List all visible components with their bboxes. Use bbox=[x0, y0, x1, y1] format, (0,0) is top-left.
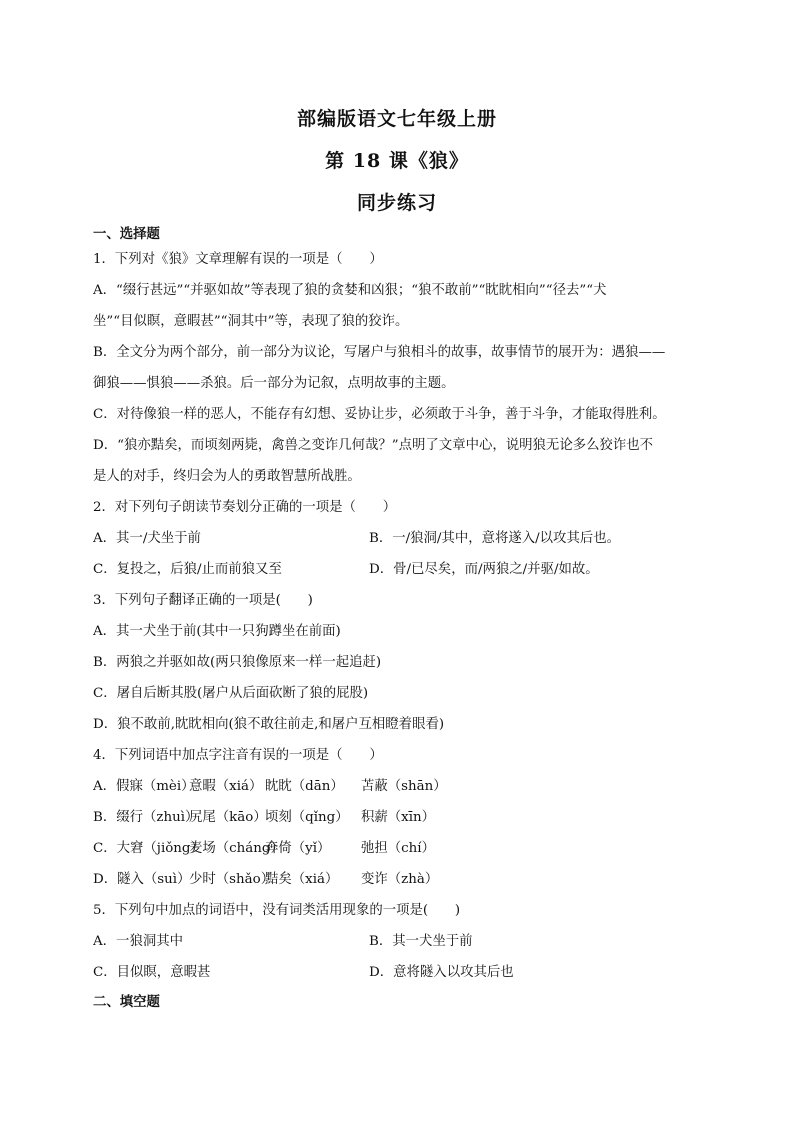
pinyin-item: 黠矣（xiá） bbox=[265, 872, 339, 887]
document-body bbox=[93, 224, 703, 1012]
pinyin-item: B．缀行（zhuì） bbox=[93, 810, 199, 825]
question-4-option-d bbox=[93, 864, 703, 895]
pinyin-item: 尻尾（kāo） bbox=[189, 810, 267, 825]
question-5-options-row-1 bbox=[93, 926, 703, 957]
question-2-option-d: D．骨/已尽矣，而/两狼之/并驱/如故。 bbox=[369, 562, 599, 577]
question-1-option-c: C．对待像狼一样的恶人，不能存有幻想、妥协让步，必须敢于斗争，善于斗争，才能取得胜利。 bbox=[93, 407, 666, 422]
pinyin-item: 奔倚（yǐ） bbox=[265, 841, 331, 856]
question-2-stem: 2．对下列句子朗读节奏划分正确的一项是（ ） bbox=[93, 500, 397, 515]
question-1-stem: 1．下列对《狼》文章理解有误的一项是（ ） bbox=[93, 252, 383, 267]
question-1-option-d-cont: 是人的对手，终归会为人的勇敢智慧所战胜。 bbox=[93, 469, 361, 484]
pinyin-item: 眈眈（dān） bbox=[265, 779, 344, 794]
section-heading-choice: 一、选择题 bbox=[93, 226, 160, 242]
question-1-option-b-cont: 御狼——惧狼——杀狼。后一部分为记叙，点明故事的主题。 bbox=[93, 376, 455, 391]
pinyin-item: D．隧入（suì） bbox=[93, 872, 191, 887]
question-4-stem: 4．下列词语中加点字注音有误的一项是（ ） bbox=[93, 748, 383, 763]
pinyin-item: 苫蔽（shān） bbox=[361, 779, 447, 794]
pinyin-item: A．假寐（mèi） bbox=[93, 779, 195, 794]
lesson-title: 第 18 课《狼》 bbox=[325, 150, 469, 172]
question-4-option-a bbox=[93, 771, 703, 802]
question-5-option-a: A．一狼洞其中 bbox=[93, 934, 184, 949]
pinyin-item: 意暇（xiá） bbox=[189, 779, 263, 794]
exercise-title: 同步练习 bbox=[356, 192, 437, 214]
question-2-options-row-2 bbox=[93, 554, 703, 585]
question-3-stem: 3．下列句子翻译正确的一项是( ) bbox=[93, 593, 313, 608]
question-1-option-a-cont: 坐”“目似瞑，意暇甚”“洞其中”等，表现了狼的狡诈。 bbox=[93, 314, 409, 329]
document-title: 部编版语文七年级上册 bbox=[296, 108, 497, 130]
section-heading-fill: 二、填空题 bbox=[93, 994, 160, 1010]
question-5-stem: 5．下列句中加点的词语中，没有词类活用现象的一项是( ) bbox=[93, 903, 461, 918]
pinyin-item: 顷刻（qǐng） bbox=[265, 810, 349, 825]
question-1-option-b: B．全文分为两个部分，前一部分为议论，写屠户与狼相斗的故事，故事情节的展开为：遇狼—— bbox=[93, 345, 666, 360]
question-2-option-c: C．复投之，后狼/止而前狼又至 bbox=[93, 562, 282, 577]
question-2-option-a: A．其一/犬坐于前 bbox=[93, 531, 201, 546]
question-4-option-b bbox=[93, 802, 703, 833]
question-3-option-d: D．狼不敢前,眈眈相向(狼不敢往前走,和屠户互相瞪着眼看) bbox=[93, 717, 445, 732]
question-3-option-a: A．其一犬坐于前(其中一只狗蹲坐在前面) bbox=[93, 624, 341, 639]
question-4-option-c bbox=[93, 833, 703, 864]
pinyin-item: 变诈（zhà） bbox=[361, 872, 439, 887]
pinyin-item: C．大窘（jiǒng） bbox=[93, 841, 204, 856]
question-3-option-c: C．屠自后断其股(屠户从后面砍断了狼的屁股) bbox=[93, 686, 369, 701]
pinyin-item: 积薪（xīn） bbox=[361, 810, 436, 825]
question-5-options-row-2 bbox=[93, 957, 703, 988]
question-5-option-b: B．其一犬坐于前 bbox=[369, 934, 473, 949]
question-1-option-d: D．“狼亦黠矣，而顷刻两毙，禽兽之变诈几何哉？”点明了文章中心，说明狼无论多么狡诈也不 bbox=[93, 438, 654, 453]
pinyin-item: 弛担（chí） bbox=[361, 841, 435, 856]
question-2-option-b: B．一/狼洞/其中，意将遂入/以攻其后也。 bbox=[369, 531, 621, 546]
question-5-option-c: C．目似瞑，意暇甚 bbox=[93, 965, 211, 980]
question-1-option-a: A．“缀行甚远”“并驱如故”等表现了狼的贪婪和凶狠；“狼不敢前”“眈眈相向”“径去”“犬 bbox=[93, 283, 607, 298]
pinyin-item: 少时（shǎo） bbox=[189, 872, 275, 887]
question-5-option-d: D．意将隧入以攻其后也 bbox=[369, 965, 514, 980]
question-3-option-b: B．两狼之并驱如故(两只狼像原来一样一起追赶) bbox=[93, 655, 382, 670]
question-2-options-row-1 bbox=[93, 523, 703, 554]
pinyin-item: 麦场（cháng） bbox=[189, 841, 284, 856]
